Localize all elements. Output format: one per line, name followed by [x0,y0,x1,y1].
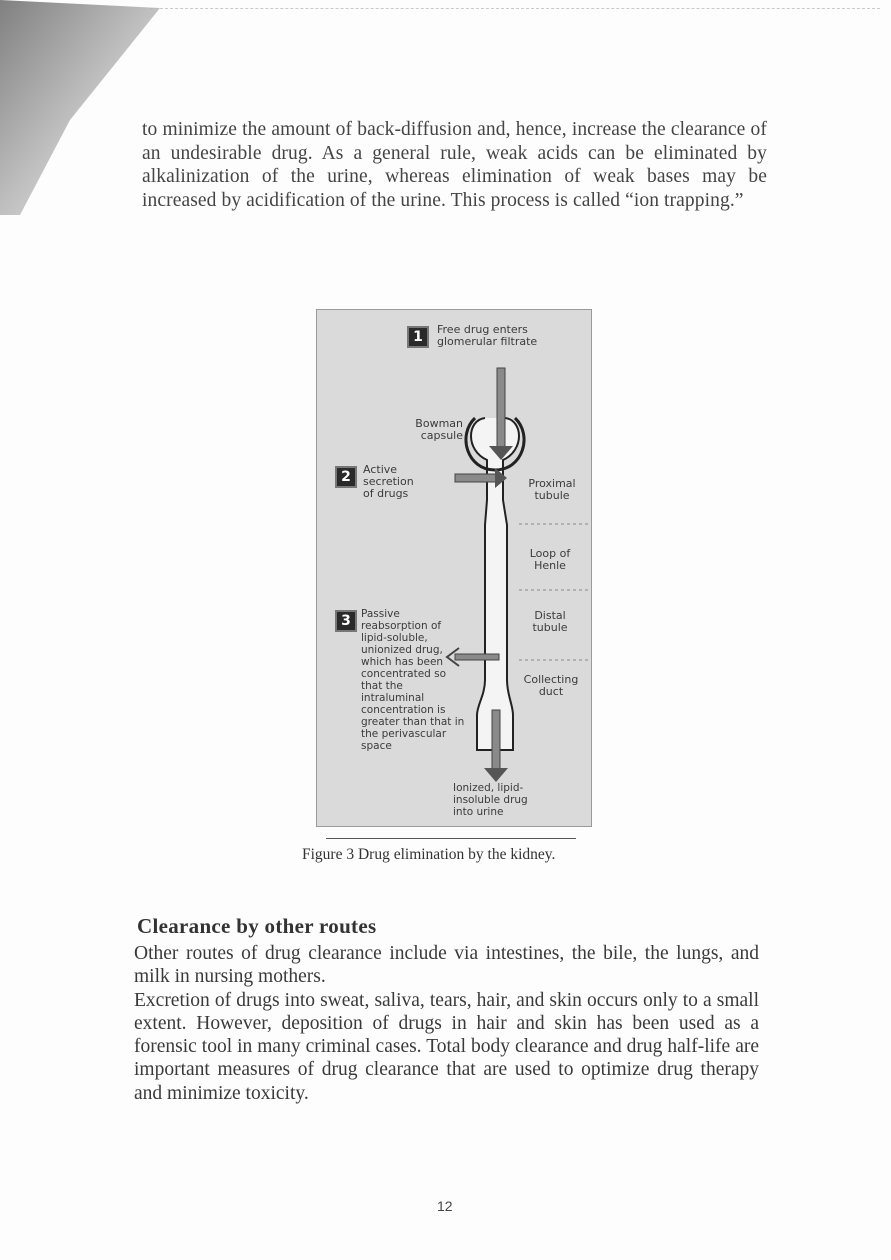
scan-top-edge-line [150,8,880,9]
section-heading: Clearance by other routes [137,914,377,938]
figure-caption: Figure 3 Drug elimination by the kidney. [302,846,556,863]
step-3-label: Passive reabsorption of lipid-soluble, unionized drug, which has been concentrated so that the intraluminal concentration is greater than that in the perivascular space [361,608,465,752]
kidney-drug-elimination-figure [316,309,592,827]
secretion-arrow-shaft [455,474,497,482]
paragraph-other-routes: Other routes of drug clearance include via intestines, the bile, the lungs, and milk in nursing mothers. [134,943,759,988]
step-1-label: Free drug enters glomerular filtrate [437,323,538,348]
step-1-badge: 1 [407,326,429,348]
section-body [134,942,759,1105]
proximal-tubule-label: Proximal tubule [528,477,576,502]
bowman-capsule-label: Bowman capsule [415,417,463,442]
urine-arrow-head [484,768,508,782]
collecting-duct-label: Collecting duct [523,673,579,698]
step-2-label: Active secretion of drugs [363,463,414,500]
nephron-tubule-outline [471,418,519,750]
figure-rule [326,838,576,839]
paragraph-excretion: Excretion of drugs into sweat, saliva, tears, hair, and skin occurs only to a small extent. However, deposition of drugs in hair and skin has been used as a forensic tool in many criminal cases. Total body clearance and drug half-life are important measures of drug clearance that are used to optimize drug therapy and minimize toxicity. [134,989,759,1104]
urine-arrow-shaft [492,710,500,770]
step-2-badge: 2 [335,466,357,488]
filtration-arrow-shaft [497,368,505,448]
distal-tubule-label: Distal tubule [532,609,568,634]
body-paragraph-ion-trapping: to minimize the amount of back-diffusion and, hence, increase the clearance of an undesirable drug. As a general rule, weak acids can be eliminated by alkalinization of the urine, whereas elimination of weak bases may be increased by acidification of the urine. This process is called “ion trapping.” [142,119,767,211]
page-number: 12 [437,1198,453,1214]
loop-of-henle-label: Loop of Henle [529,547,571,572]
urine-output-label: Ionized, lipid-insoluble drug into urine [453,782,528,818]
step-3-badge: 3 [335,610,357,632]
scan-corner-shadow [0,0,160,220]
